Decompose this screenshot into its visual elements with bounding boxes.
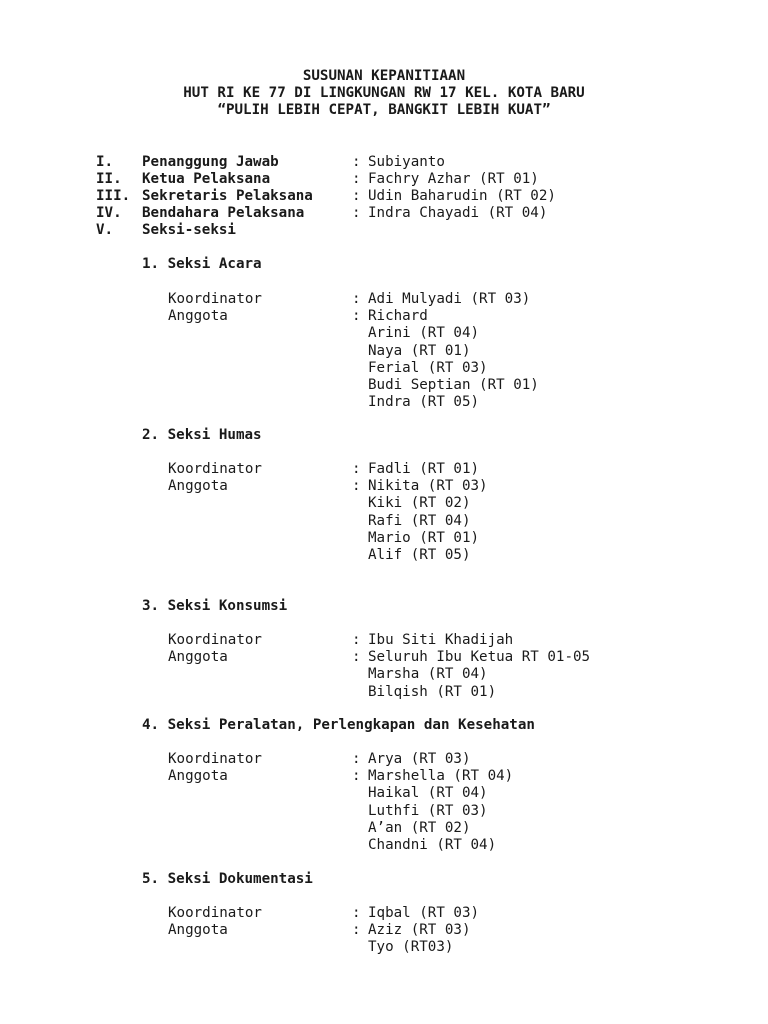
coordinator-name: Fadli (RT 01) [368, 461, 480, 477]
main-item-value: Indra Chayadi (RT 04) [368, 205, 548, 221]
member-name: Luthfi (RT 03) [368, 803, 488, 819]
member-name: Arini (RT 04) [368, 325, 480, 341]
member-row [0, 478, 768, 495]
member-row [0, 837, 768, 854]
main-item-number: V. [96, 222, 114, 238]
coordinator-name: Ibu Siti Khadijah [368, 632, 514, 648]
member-name: Kiki (RT 02) [368, 495, 471, 511]
member-row [0, 343, 768, 360]
coordinator-row [0, 632, 768, 649]
colon-separator: : [352, 308, 361, 324]
member-row [0, 785, 768, 802]
member-name: Naya (RT 01) [368, 343, 471, 359]
main-item-label: Sekretaris Pelaksana [142, 188, 313, 204]
member-name: Ferial (RT 03) [368, 360, 488, 376]
colon-separator: : [352, 768, 361, 784]
section-heading: 4. Seksi Peralatan, Perlengkapan dan Kesehatan [142, 717, 535, 733]
member-row [0, 820, 768, 837]
member-name: Seluruh Ibu Ketua RT 01-05 [368, 649, 591, 665]
colon-separator: : [352, 649, 361, 665]
member-name: Budi Septian (RT 01) [368, 377, 539, 393]
member-name: Tyo (RT03) [368, 939, 454, 955]
main-item [0, 154, 768, 171]
coordinator-label: Koordinator [168, 632, 262, 648]
member-name: Aziz (RT 03) [368, 922, 471, 938]
main-item-value: Subiyanto [368, 154, 445, 170]
coordinator-label: Koordinator [168, 751, 262, 767]
main-item-value: Udin Baharudin (RT 02) [368, 188, 556, 204]
section-heading: 5. Seksi Dokumentasi [142, 871, 313, 887]
member-row [0, 377, 768, 394]
main-item [0, 171, 768, 188]
member-name: Mario (RT 01) [368, 530, 480, 546]
colon-separator: : [352, 461, 361, 477]
section-heading: 2. Seksi Humas [142, 427, 262, 443]
member-name: Marshella (RT 04) [368, 768, 514, 784]
member-row [0, 547, 768, 564]
main-item-label: Ketua Pelaksana [142, 171, 271, 187]
member-name: Rafi (RT 04) [368, 513, 471, 529]
member-row [0, 530, 768, 547]
colon-separator: : [352, 171, 361, 187]
member-row [0, 495, 768, 512]
members-label: Anggota [168, 922, 228, 938]
coordinator-name: Iqbal (RT 03) [368, 905, 480, 921]
members-label: Anggota [168, 308, 228, 324]
main-item-value: Fachry Azhar (RT 01) [368, 171, 539, 187]
colon-separator: : [352, 154, 361, 170]
colon-separator: : [352, 632, 361, 648]
member-row [0, 666, 768, 683]
member-name: Indra (RT 05) [368, 394, 480, 410]
colon-separator: : [352, 291, 361, 307]
member-row [0, 325, 768, 342]
main-item [0, 205, 768, 222]
member-name: Chandni (RT 04) [368, 837, 497, 853]
coordinator-row [0, 751, 768, 768]
main-item-number: IV. [96, 205, 122, 221]
member-row [0, 939, 768, 956]
main-item-number: II. [96, 171, 122, 187]
members-label: Anggota [168, 478, 228, 494]
main-item-label: Penanggung Jawab [142, 154, 279, 170]
coordinator-label: Koordinator [168, 905, 262, 921]
title-line-2: HUT RI KE 77 DI LINGKUNGAN RW 17 KEL. KOTA BARU [183, 85, 585, 102]
member-name: A’an (RT 02) [368, 820, 471, 836]
members-label: Anggota [168, 649, 228, 665]
member-row [0, 308, 768, 325]
members-label: Anggota [168, 768, 228, 784]
coordinator-row [0, 291, 768, 308]
member-row [0, 394, 768, 411]
colon-separator: : [352, 478, 361, 494]
main-item [0, 222, 768, 239]
main-item-number: III. [96, 188, 131, 204]
coordinator-name: Adi Mulyadi (RT 03) [368, 291, 531, 307]
section-heading: 3. Seksi Konsumsi [142, 598, 288, 614]
colon-separator: : [352, 205, 361, 221]
member-name: Haikal (RT 04) [368, 785, 488, 801]
colon-separator: : [352, 188, 361, 204]
document-title [0, 68, 768, 120]
colon-separator: : [352, 905, 361, 921]
main-item [0, 188, 768, 205]
main-item-label: Bendahara Pelaksana [142, 205, 305, 221]
member-name: Nikita (RT 03) [368, 478, 488, 494]
member-row [0, 768, 768, 785]
member-row [0, 513, 768, 530]
coordinator-label: Koordinator [168, 461, 262, 477]
main-item-label: Seksi-seksi [142, 222, 236, 238]
title-line-3: “PULIH LEBIH CEPAT, BANGKIT LEBIH KUAT” [217, 102, 551, 119]
title-line-1: SUSUNAN KEPANITIAAN [302, 68, 466, 84]
coordinator-row [0, 461, 768, 478]
member-row [0, 360, 768, 377]
section-heading: 1. Seksi Acara [142, 256, 262, 272]
member-row [0, 649, 768, 666]
main-item-number: I. [96, 154, 114, 170]
colon-separator: : [352, 751, 361, 767]
colon-separator: : [352, 922, 361, 938]
member-row [0, 684, 768, 701]
member-name: Bilqish (RT 01) [368, 684, 497, 700]
member-name: Alif (RT 05) [368, 547, 471, 563]
coordinator-row [0, 905, 768, 922]
member-row [0, 803, 768, 820]
member-name: Richard [368, 308, 428, 324]
member-row [0, 922, 768, 939]
member-name: Marsha (RT 04) [368, 666, 488, 682]
coordinator-name: Arya (RT 03) [368, 751, 471, 767]
coordinator-label: Koordinator [168, 291, 262, 307]
